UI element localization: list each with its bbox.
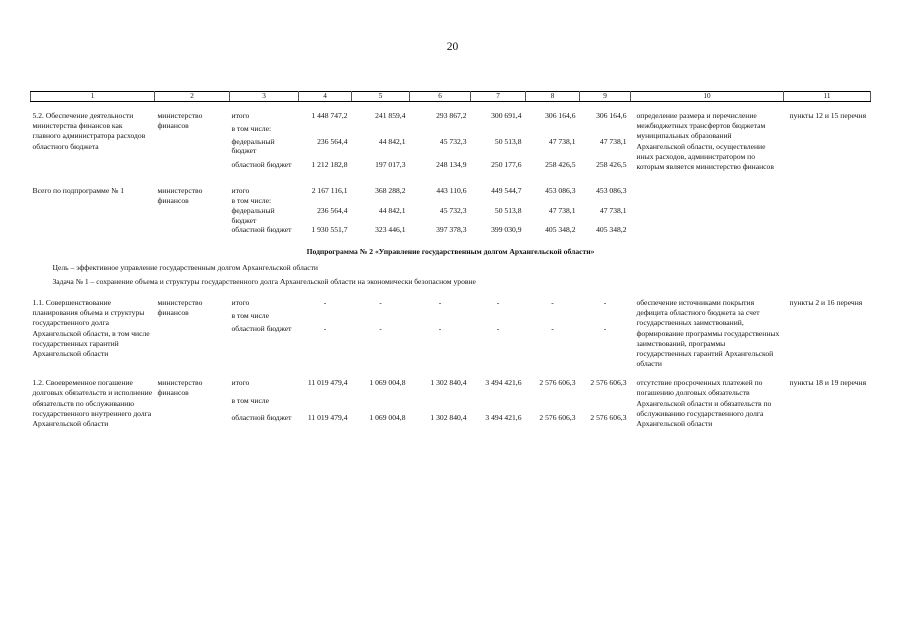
value-cell: 45 732,3 — [439, 206, 467, 216]
value-cell: 47 738,1 — [548, 136, 576, 146]
column-number: 5 — [352, 92, 410, 102]
column-number: 4 — [299, 92, 352, 102]
value-cell: 3 494 421,6 — [485, 413, 522, 423]
value-cell: 44 842,1 — [378, 206, 406, 216]
indicator-refs: пункты 2 и 16 перечня — [789, 297, 863, 307]
column-number: 7 — [471, 92, 526, 102]
source-label: итого — [231, 297, 250, 307]
column-number: 2 — [155, 92, 230, 102]
value-cell: - — [379, 297, 382, 307]
value-cell: - — [551, 323, 554, 333]
table-row — [31, 378, 871, 396]
value-cell: 1 069 004,8 — [369, 413, 406, 423]
value-cell: 45 732,3 — [439, 136, 467, 146]
value-cell: 1 930 551,7 — [311, 224, 348, 234]
value-cell: - — [438, 297, 442, 307]
value-cell: 258 426,5 — [596, 160, 627, 170]
value-cell: 44 842,1 — [378, 136, 406, 146]
value-cell: - — [496, 323, 500, 333]
value-cell: 197 017,3 — [375, 160, 406, 170]
value-cell: 443 110,6 — [436, 186, 467, 196]
value-cell: 47 738,1 — [548, 206, 576, 216]
value-cell: 250 177,6 — [491, 160, 522, 170]
value-cell: 405 348,2 — [596, 224, 627, 234]
executor: министерство финансов — [157, 186, 203, 206]
value-cell: 293 867,2 — [436, 111, 467, 120]
value-cell: 236 564,4 — [317, 136, 348, 146]
value-cell: 2 576 606,3 — [539, 413, 576, 423]
measure-name: 1.2. Своевременное погашение долговых обязательств и исполнение обязательств по обслуживанию государственного внутреннего долга Архангельской области — [32, 378, 153, 428]
value-cell: 258 426,5 — [545, 160, 576, 170]
source-label: областной бюджет — [231, 224, 292, 234]
value-cell: 2 167 116,1 — [311, 186, 348, 196]
value-cell: 368 288,2 — [375, 186, 406, 196]
task-row — [31, 275, 871, 289]
value-cell: 2 576 606,3 — [539, 378, 576, 388]
source-label: областной бюджет — [231, 413, 292, 423]
measure-name: Всего по подпрограмме № 1 — [32, 186, 125, 196]
column-number: 8 — [526, 92, 580, 102]
source-label: в том числе: — [231, 123, 272, 133]
executor: министерство финансов — [157, 111, 203, 131]
column-number: 10 — [631, 92, 784, 102]
value-cell: 300 691,4 — [491, 111, 522, 120]
expected-result: отсутствие просроченных платежей по погашению долговых обязательств Архангельской области и обязательств по обслуживанию государственного долга Архангельской области — [636, 378, 772, 428]
expected-result: определение размера и перечисление межбюджетных трансфертов бюджетам муниципальных образований Архангельской области, осуществление иных расходов, администратором по которым является министерство финансов — [636, 111, 774, 171]
value-cell: - — [323, 297, 327, 307]
source-label: федеральный бюджет — [231, 136, 275, 156]
source-label: в том числе — [231, 310, 269, 320]
value-cell: 1 212 182,8 — [311, 160, 348, 170]
value-cell: 1 302 840,4 — [430, 378, 467, 388]
executor: министерство финансов — [157, 297, 203, 318]
column-number: 6 — [410, 92, 471, 102]
source-label: областной бюджет — [231, 323, 292, 333]
executor: министерство финансов — [157, 378, 203, 398]
value-cell: 248 134,9 — [436, 160, 467, 170]
value-cell: 241 859,4 — [375, 111, 406, 120]
source-label: в том числе — [231, 395, 269, 405]
subprogram-title: Подпрограмма № 2 «Управление государственным долгом Архангельской области» — [306, 246, 595, 256]
expected-result: обеспечение источниками покрытия дефицита областного бюджета за счет государственных заимствований, формирование программы государственных заимствований, программы государственных гарантий Архангельской области — [636, 297, 780, 369]
value-cell: 3 494 421,6 — [485, 378, 522, 388]
value-cell: 47 738,1 — [599, 136, 627, 146]
value-cell: 306 164,6 — [545, 111, 576, 120]
value-cell: 236 564,4 — [317, 206, 348, 216]
column-numbers-header — [31, 92, 871, 102]
value-cell: 11 019 479,4 — [307, 378, 348, 388]
goal-row — [31, 261, 871, 275]
value-cell: 11 019 479,4 — [307, 413, 348, 423]
source-label: итого — [231, 186, 250, 196]
value-cell: 323 446,1 — [375, 224, 406, 234]
source-label: областной бюджет — [231, 160, 292, 170]
measure-name: 5.2. Обеспечение деятельности министерства финансов как главного администратора расходов областного бюджета — [32, 111, 146, 151]
column-number: 1 — [31, 92, 155, 102]
value-cell: - — [551, 297, 554, 307]
subprogram-task: Задача № 1 – сохранение объема и структуры государственного долга Архангельской области на экономически безопасном уровне — [52, 276, 476, 286]
source-label: итого — [231, 111, 250, 120]
table-row — [31, 111, 871, 124]
value-cell: 397 378,3 — [436, 224, 467, 234]
indicator-refs: пункты 12 и 15 перечня — [789, 111, 867, 120]
value-cell: 2 576 606,3 — [590, 378, 627, 388]
value-cell: - — [379, 323, 382, 333]
measure-name: 1.1. Совершенствование планирования объема и структуры государственного долга Архангельской области, в том числе государственных гарантий Архангельской области — [32, 297, 150, 358]
value-cell: 50 513,8 — [494, 206, 522, 216]
value-cell: 449 544,7 — [491, 186, 522, 196]
value-cell: 1 069 004,8 — [369, 378, 406, 388]
value-cell: 2 576 606,3 — [590, 413, 627, 423]
value-cell: 50 513,8 — [494, 136, 522, 146]
page-number: 20 — [446, 41, 459, 53]
value-cell: 1 302 840,4 — [430, 413, 467, 423]
source-label: в том числе: — [231, 196, 272, 206]
table-row — [31, 186, 871, 196]
source-label: федеральный бюджет — [231, 206, 275, 225]
column-number: 11 — [784, 92, 871, 102]
column-number: 3 — [230, 92, 299, 102]
value-cell: 399 030,9 — [491, 224, 522, 234]
column-number: 9 — [580, 92, 631, 102]
subprogram-goal: Цель – эффективное управление государственным долгом Архангельской области — [52, 262, 318, 272]
value-cell: - — [603, 323, 607, 333]
value-cell: - — [438, 323, 442, 333]
indicator-refs: пункты 18 и 19 перечня — [789, 378, 867, 388]
value-cell: 405 348,2 — [545, 224, 576, 234]
value-cell: 453 086,3 — [596, 186, 627, 196]
value-cell: 47 738,1 — [599, 206, 627, 216]
value-cell: 453 086,3 — [545, 186, 576, 196]
value-cell: 1 448 747,2 — [311, 111, 348, 120]
value-cell: 306 164,6 — [596, 111, 627, 120]
value-cell: - — [603, 297, 607, 307]
table-row — [31, 298, 871, 311]
program-table — [30, 91, 871, 429]
subprogram-title-row — [31, 243, 871, 261]
value-cell: - — [496, 297, 500, 307]
source-label: итого — [231, 378, 250, 388]
value-cell: - — [323, 323, 327, 333]
